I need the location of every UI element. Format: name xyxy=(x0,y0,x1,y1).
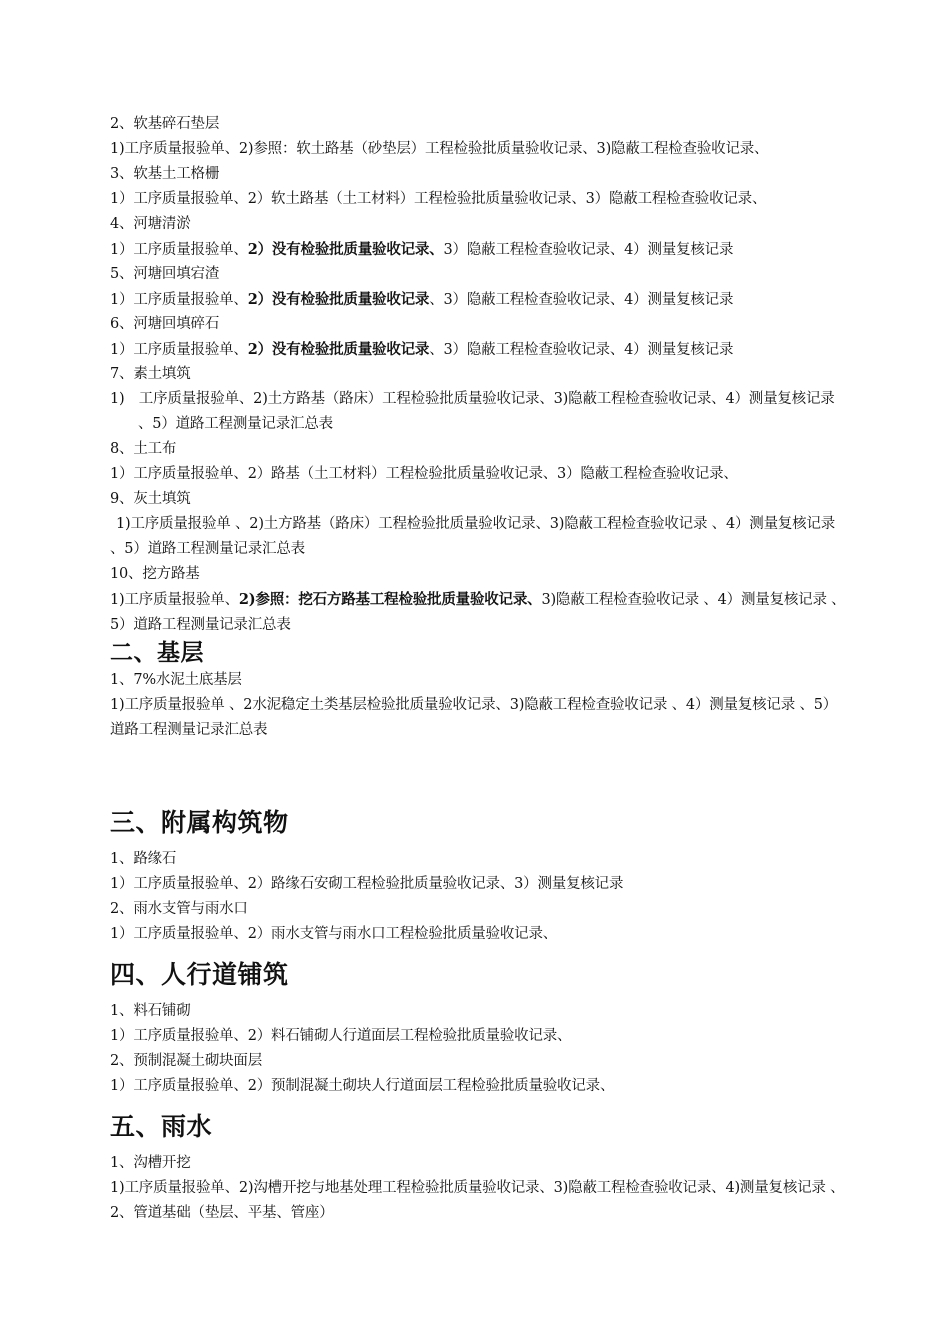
item-records xyxy=(110,337,850,362)
item-title: 9、灰土填筑 xyxy=(110,491,191,507)
item-title: 1、路缘石 xyxy=(110,851,177,867)
document-page xyxy=(110,112,850,1226)
item-records: 1)工序质量报验单、2)沟槽开挖与地基处理工程检验批质量验收记录、3)隐蔽工程检查验收记录、4)测量复核记录 、 xyxy=(110,1180,845,1196)
record-text: 1）工序质量报验单、 xyxy=(110,342,248,358)
item-records xyxy=(110,287,850,312)
item-records: 1) 工序质量报验单、2)土方路基（路床）工程检验批质量验收记录、3)隐蔽工程检查验收记录、4）测量复核记录 、5）道路工程测量记录汇总表 xyxy=(110,391,835,432)
item-records xyxy=(110,237,850,262)
record-text: 、3）隐蔽工程检查验收记录、4）测量复核记录 xyxy=(429,342,734,358)
item-records: 1）工序质量报验单、2）料石铺砌人行道面层工程检验批质量验收记录、 xyxy=(110,1028,572,1044)
item-title: 2、管道基础（垫层、平基、管座） xyxy=(110,1205,334,1221)
item-title: 10、挖方路基 xyxy=(110,566,200,582)
record-bold-text: 2）没有检验批质量验收记录 xyxy=(247,341,430,358)
item-title: 2、雨水支管与雨水口 xyxy=(110,901,248,917)
item-title: 4、河塘清淤 xyxy=(110,216,191,232)
record-bold-text: 2)参照：挖石方路基工程检验批质量验收记录、 xyxy=(238,591,542,608)
record-text: 1）工序质量报验单、 xyxy=(110,242,248,258)
record-text: 3)隐蔽工程检查验收记录 、4）测量复核记录 、5）道路工程测量记录汇总表 xyxy=(110,592,846,633)
record-text: 1)工序质量报验单、 xyxy=(110,592,239,608)
item-records xyxy=(110,587,850,638)
item-title: 1、料石铺砌 xyxy=(110,1003,191,1019)
record-text: 1）工序质量报验单、 xyxy=(110,292,248,308)
item-title: 2、预制混凝土砌块面层 xyxy=(110,1053,263,1069)
item-title: 5、河塘回填宕渣 xyxy=(110,266,220,282)
item-records: 1）工序质量报验单、2）软土路基（土工材料）工程检验批质量验收记录、3）隐蔽工程检查验收记录、 xyxy=(110,191,767,207)
item-records: 1)工序质量报验单 、2水泥稳定土类基层检验批质量验收记录、3)隐蔽工程检查验收记录 、4）测量复核记录 、5）道路工程测量记录汇总表 xyxy=(110,697,838,738)
item-title: 3、软基土工格栅 xyxy=(110,166,220,182)
record-text: 、3）隐蔽工程检查验收记录、4）测量复核记录 xyxy=(429,292,734,308)
item-records: 1）工序质量报验单、2）雨水支管与雨水口工程检验批质量验收记录、 xyxy=(110,926,558,942)
item-records xyxy=(110,512,850,562)
item-records: 1）工序质量报验单、2）路基（土工材料）工程检验批质量验收记录、3）隐蔽工程检查验收记录、 xyxy=(110,466,738,482)
record-text: 1)工序质量报验单 、2)土方路基（路床）工程检验批质量验收记录、3)隐蔽工程检查验收记录 、4）测量复核记录 、5）道路工程测量记录汇总表 xyxy=(110,516,836,557)
item-title: 2、软基碎石垫层 xyxy=(110,116,220,132)
item-title: 8、土工布 xyxy=(110,441,177,457)
record-bold-text: 2）没有检验批质量验收记录、 xyxy=(247,241,444,258)
item-title: 1、7%水泥土底基层 xyxy=(110,672,242,688)
item-title: 6、河塘回填碎石 xyxy=(110,316,220,332)
section-heading: 五、雨水 xyxy=(110,1112,213,1141)
section-heading: 二、基层 xyxy=(110,640,204,666)
item-title: 1、沟槽开挖 xyxy=(110,1155,191,1171)
record-text: 3）隐蔽工程检查验收记录、4）测量复核记录 xyxy=(443,242,734,258)
item-records: 1）工序质量报验单、2）路缘石安砌工程检验批质量验收记录、3）测量复核记录 xyxy=(110,876,624,892)
section-heading: 四、人行道铺筑 xyxy=(110,960,289,989)
record-bold-text: 2）没有检验批质量验收记录 xyxy=(247,291,430,308)
item-title: 7、素土填筑 xyxy=(110,366,191,382)
item-records: 1)工序质量报验单、2)参照：软土路基（砂垫层）工程检验批质量验收记录、3)隐蔽工程检查验收记录、 xyxy=(110,141,769,157)
item-records: 1）工序质量报验单、2）预制混凝土砌块人行道面层工程检验批质量验收记录、 xyxy=(110,1078,615,1094)
section-heading: 三、附属构筑物 xyxy=(110,808,289,837)
